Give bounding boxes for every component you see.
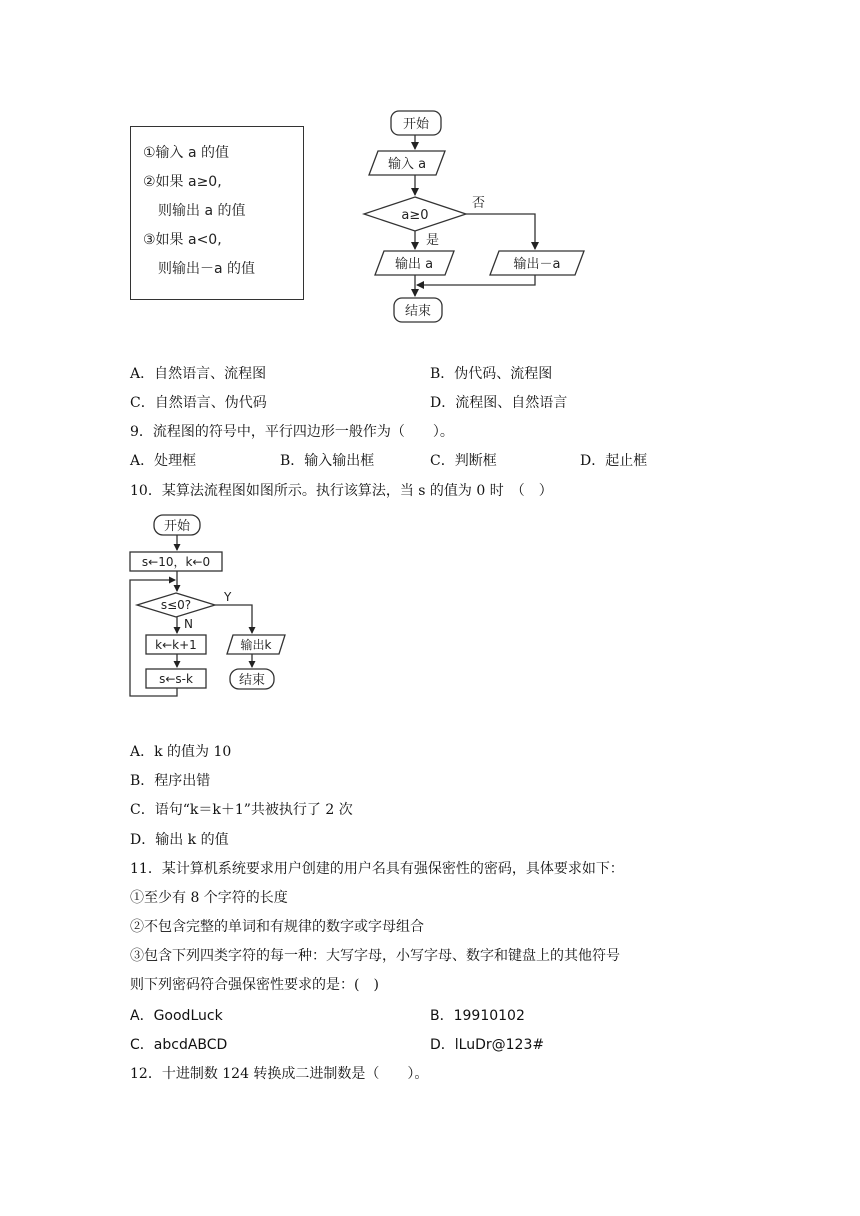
end-label: 结束 [238, 673, 266, 688]
q11-option-c: C．abcdABCD [130, 1037, 228, 1053]
desc-line-5: 则输出－a 的值 [158, 261, 256, 277]
q11-rule-1: ①至少有 8 个字符的长度 [130, 890, 288, 906]
desc-line-2: ②如果 a≥0, [143, 174, 222, 190]
increment-label: k←k+1 [155, 638, 197, 652]
output-label: 输出k [240, 638, 272, 652]
q10-stem: 10．某算法流程图如图所示。执行该算法，当 s 的值为 0 时 （ ） [130, 483, 553, 499]
algorithm-description-box [130, 126, 304, 300]
q9-stem: 9．流程图的符号中，平行四边形一般作为（ ）。 [130, 424, 454, 440]
decrement-label: s←s-k [159, 672, 193, 686]
q10-option-b: B．程序出错 [130, 773, 211, 789]
yes-label: 是 [426, 233, 440, 248]
q8-option-c: C．自然语言、伪代码 [130, 395, 267, 411]
desc-line-1: ①输入 a 的值 [143, 145, 230, 161]
end-label: 结束 [404, 304, 432, 319]
q11-stem: 11．某计算机系统要求用户创建的用户名具有强保密性的密码，具体要求如下： [130, 861, 624, 877]
q9-option-a: A．处理框 [130, 453, 197, 469]
q11-option-b: B．19910102 [430, 1008, 525, 1024]
flowchart-loop [125, 510, 295, 700]
q11-rule-2: ②不包含完整的单词和有规律的数字或字母组合 [130, 919, 424, 935]
desc-line-4: ③如果 a<0, [143, 232, 222, 248]
input-label: 输入 a [387, 157, 427, 172]
no-label: 否 [472, 196, 486, 211]
output-a-label: 输出 a [394, 257, 434, 272]
q10-option-c: C．语句“k＝k＋1”共被执行了 2 次 [130, 802, 353, 818]
start-label: 开始 [163, 519, 191, 534]
q8-option-d: D．流程图、自然语言 [430, 395, 568, 411]
no-label: N [184, 617, 193, 631]
decision-label: a≥0 [401, 208, 429, 223]
q9-option-b: B．输入输出框 [280, 453, 375, 469]
q11-option-d: D．lLuDr@123# [430, 1037, 545, 1053]
q8-option-a: A．自然语言、流程图 [130, 366, 267, 382]
q10-option-a: A．k 的值为 10 [130, 744, 232, 760]
q11-question: 则下列密码符合强保密性要求的是：( ) [130, 977, 379, 993]
flowchart-absolute-value [355, 105, 600, 327]
desc-line-3: 则输出 a 的值 [158, 203, 246, 219]
q9-option-d: D．起止框 [580, 453, 648, 469]
q9-option-c: C．判断框 [430, 453, 497, 469]
q11-rule-3: ③包含下列四类字符的每一种：大写字母，小写字母、数字和键盘上的其他符号 [130, 948, 620, 964]
start-label: 开始 [402, 117, 430, 132]
q8-option-b: B．伪代码、流程图 [430, 366, 553, 382]
q12-stem: 12．十进制数 124 转换成二进制数是（ ）。 [130, 1066, 429, 1082]
output-neg-a-label: 输出－a [513, 257, 561, 272]
init-label: s←10，k←0 [141, 555, 211, 569]
decision-label: s≤0? [160, 598, 192, 612]
q10-option-d: D．输出 k 的值 [130, 832, 229, 848]
q11-option-a: A．GoodLuck [130, 1008, 223, 1024]
yes-label: Y [224, 590, 232, 604]
